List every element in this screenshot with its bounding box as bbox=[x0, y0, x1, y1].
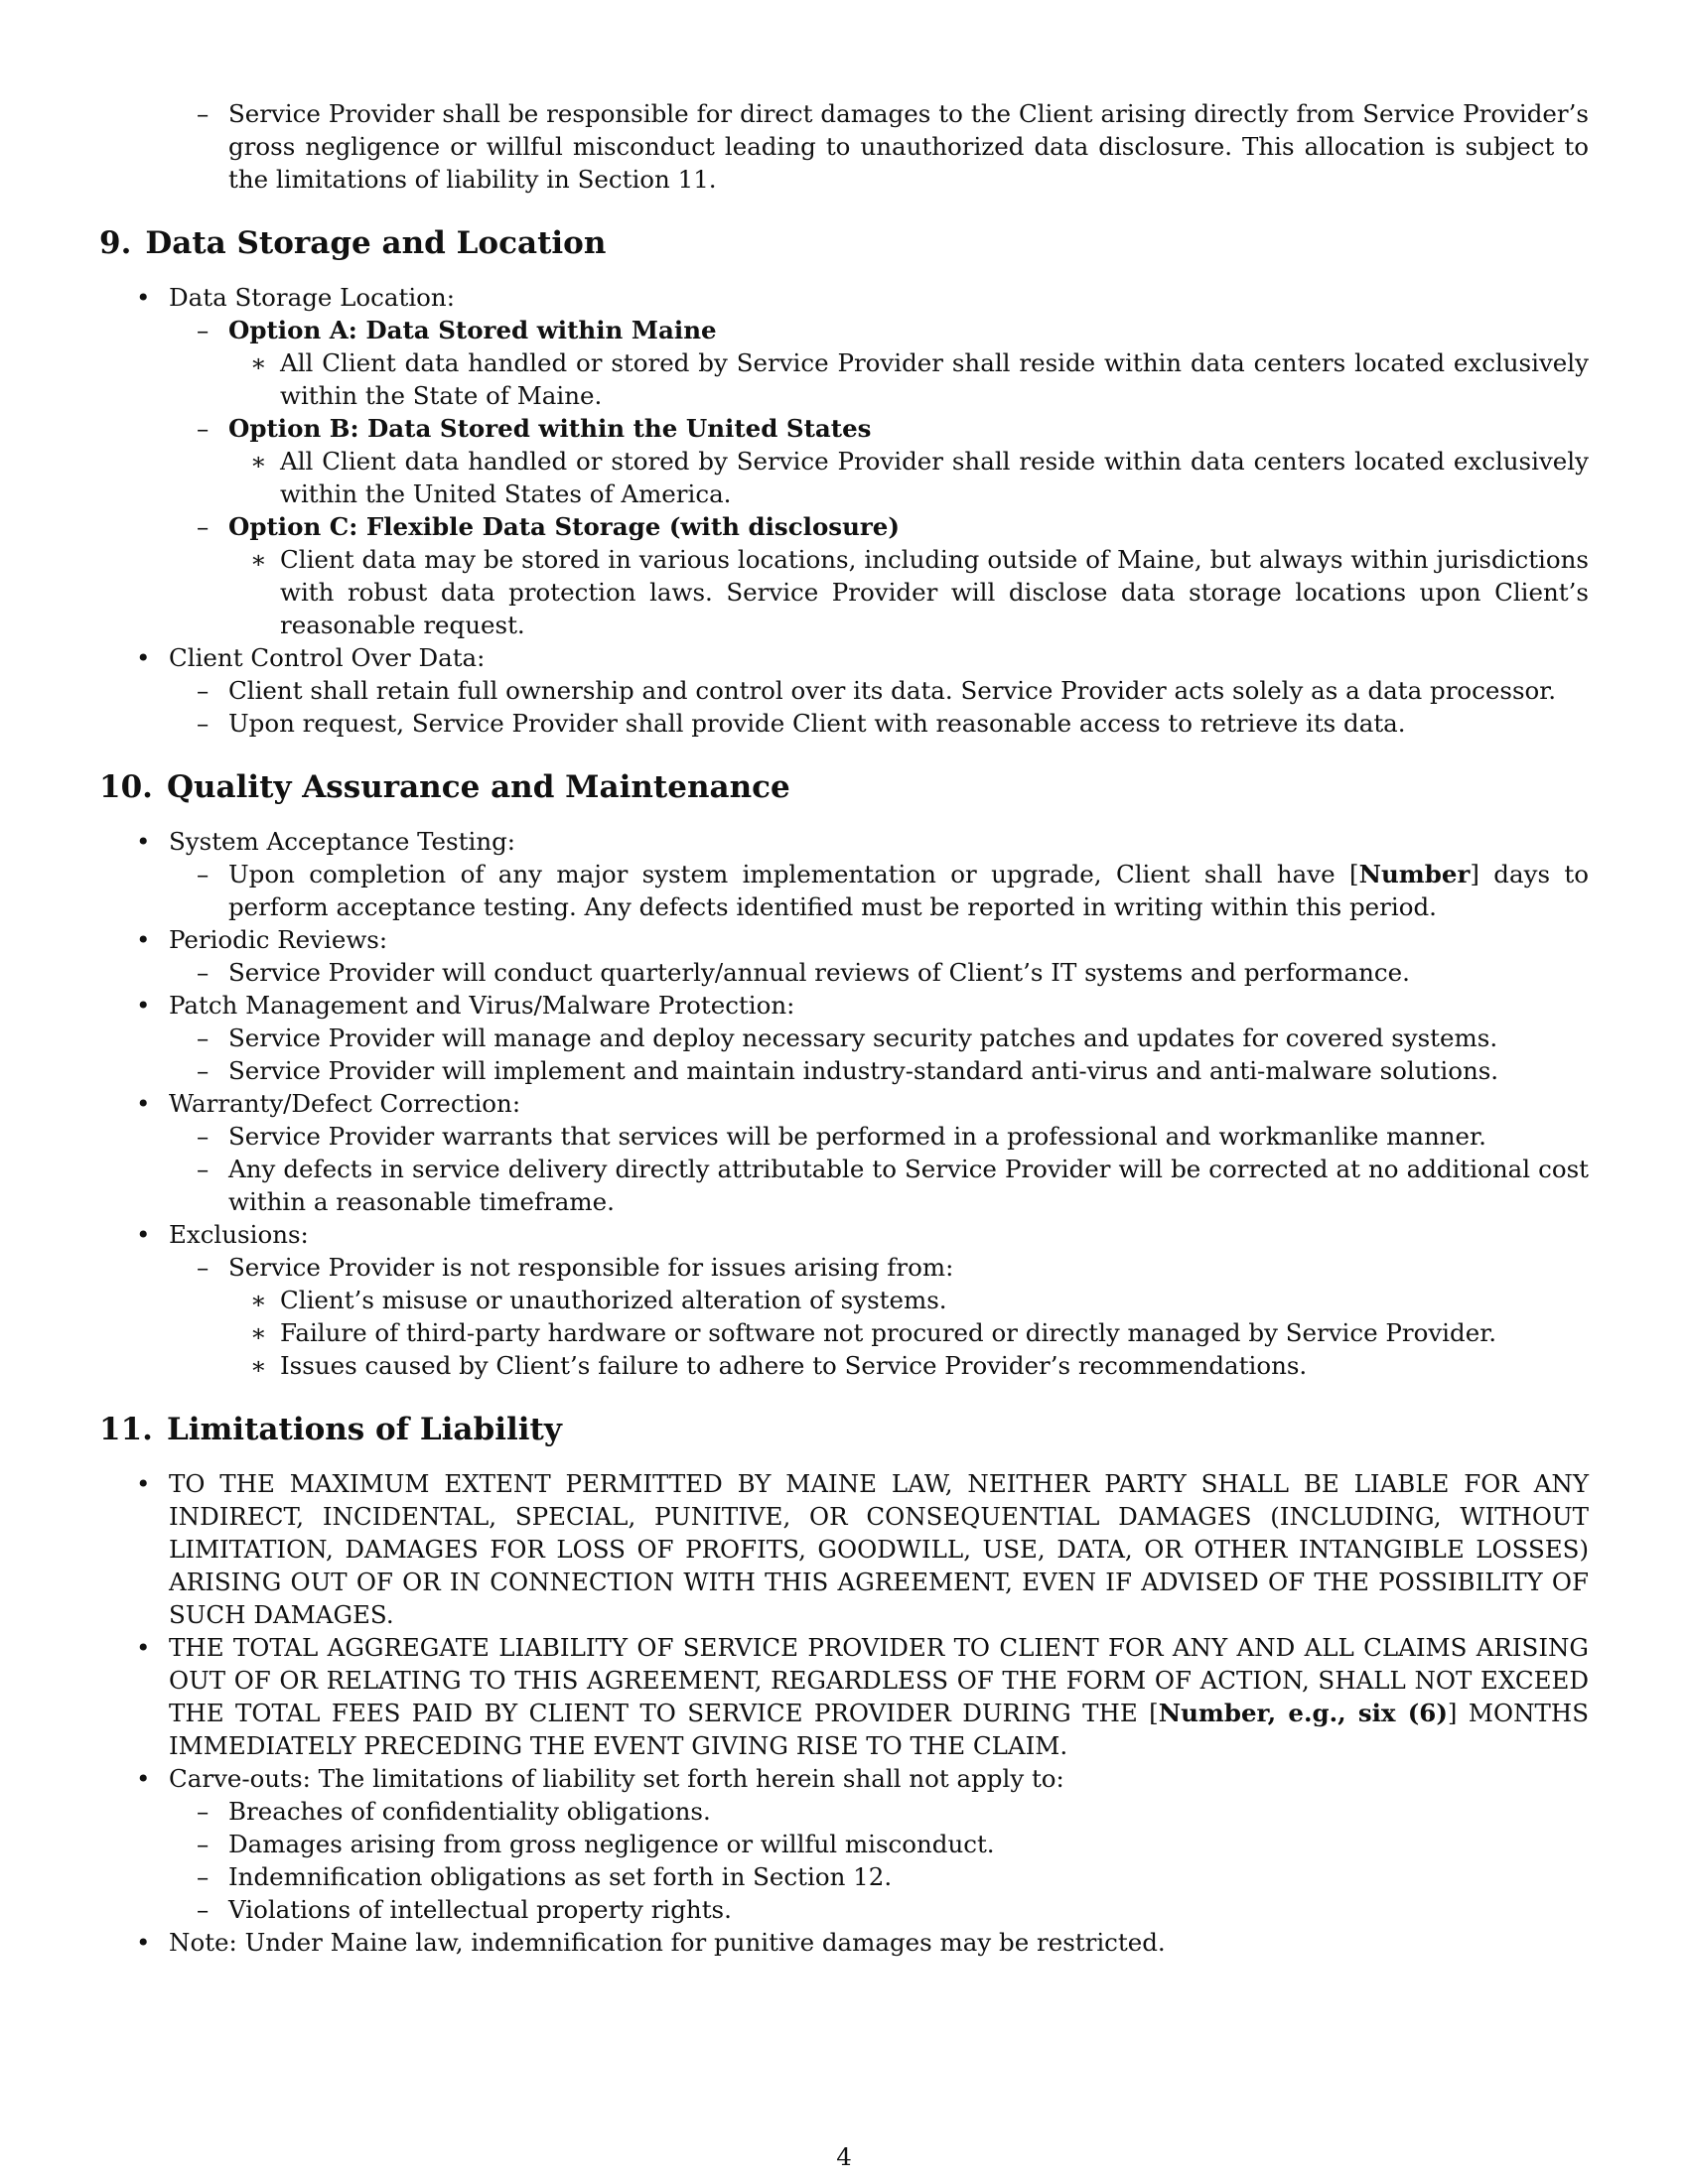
list-item bbox=[99, 1631, 1589, 1762]
reviews-item-1: Service Provider will conduct quarterly/annual reviews of Client’s IT systems and performance. bbox=[228, 958, 1410, 987]
list-item bbox=[99, 543, 1589, 641]
list-item bbox=[99, 1860, 1589, 1893]
list-item bbox=[99, 956, 1589, 989]
section-title: Quality Assurance and Maintenance bbox=[166, 769, 790, 805]
para2-post: ] MONTHS IMMEDIATELY PRECEDING THE EVENT GIVING RISE TO THE CLAIM. bbox=[169, 1699, 1589, 1760]
star-marker: ∗ bbox=[250, 348, 267, 377]
bullet-marker: • bbox=[136, 925, 151, 954]
patch-label: Patch Management and Virus/Malware Protection: bbox=[169, 991, 795, 1020]
list-item bbox=[99, 97, 1589, 196]
dash-marker: – bbox=[197, 1155, 210, 1183]
control-item-2: Upon request, Service Provider shall provide Client with reasonable access to retrieve its data. bbox=[228, 709, 1406, 738]
dash-marker: – bbox=[197, 1024, 210, 1052]
bullet-marker: • bbox=[136, 1220, 151, 1249]
list-item bbox=[99, 989, 1589, 1022]
option-b-text: All Client data handled or stored by Service Provider shall reside within data centers located exclusively within the United States of America. bbox=[280, 447, 1589, 508]
carveout-item-3: Indemnification obligations as set forth in Section 12. bbox=[228, 1862, 893, 1891]
carveout-item-4: Violations of intellectual property rights. bbox=[228, 1895, 732, 1924]
dash-marker: – bbox=[197, 1895, 210, 1924]
star-marker: ∗ bbox=[250, 1351, 267, 1380]
exclusions-label: Exclusions: bbox=[169, 1220, 309, 1249]
dash-marker: – bbox=[197, 958, 210, 987]
section-number: 10. bbox=[99, 769, 153, 805]
dash-marker: – bbox=[197, 512, 210, 541]
list-item bbox=[99, 641, 1589, 674]
liability-note: Note: Under Maine law, indemnification for punitive damages may be restricted. bbox=[169, 1928, 1166, 1957]
list-item bbox=[99, 1120, 1589, 1153]
star-marker: ∗ bbox=[250, 1286, 267, 1314]
dash-marker: – bbox=[197, 676, 210, 705]
list-item bbox=[99, 1022, 1589, 1054]
list-item bbox=[99, 1828, 1589, 1860]
list-item bbox=[99, 1795, 1589, 1828]
option-b-title: Option B: Data Stored within the United States bbox=[228, 414, 872, 443]
section-heading-9 bbox=[99, 223, 1589, 263]
list-item bbox=[99, 1316, 1589, 1349]
bullet-marker: • bbox=[136, 1764, 151, 1793]
testing-post: ] days to perform acceptance testing. Any defects identified must be reported in writing within this period. bbox=[228, 860, 1589, 921]
dash-marker: – bbox=[197, 860, 210, 888]
intro-item-text: Service Provider shall be responsible for direct damages to the Client arising directly from Service Provider’s gross negligence or willful misconduct leading to unauthorized data disclosure. This allocation is subject to the limitations of liability in Section 11. bbox=[228, 99, 1589, 194]
carveout-item-1: Breaches of confidentiality obligations. bbox=[228, 1797, 711, 1826]
page-content bbox=[99, 97, 1589, 1959]
list-item bbox=[99, 1349, 1589, 1382]
dash-marker: – bbox=[197, 1253, 210, 1282]
testing-label: System Acceptance Testing: bbox=[169, 827, 516, 856]
carveout-item-2: Damages arising from gross negligence or willful misconduct. bbox=[228, 1830, 995, 1858]
bullet-marker: • bbox=[136, 283, 151, 312]
liability-paragraph-2 bbox=[169, 1631, 1589, 1762]
section-number: 11. bbox=[99, 1412, 153, 1447]
list-item bbox=[99, 858, 1589, 923]
option-c-title: Option C: Flexible Data Storage (with disclosure) bbox=[228, 512, 900, 541]
warranty-label: Warranty/Defect Correction: bbox=[169, 1089, 521, 1118]
list-item bbox=[99, 1284, 1589, 1316]
bullet-marker: • bbox=[136, 991, 151, 1020]
dash-marker: – bbox=[197, 414, 210, 443]
exclusions-sub-c: Issues caused by Client’s failure to adhere to Service Provider’s recommendations. bbox=[280, 1351, 1308, 1380]
star-marker: ∗ bbox=[250, 545, 267, 574]
option-a-text: All Client data handled or stored by Service Provider shall reside within data centers located exclusively within the State of Maine. bbox=[280, 348, 1589, 410]
bullet-marker: • bbox=[136, 1633, 151, 1662]
page-number: 4 bbox=[836, 2142, 852, 2171]
bullet-marker: • bbox=[136, 827, 151, 856]
liability-paragraph-1: TO THE MAXIMUM EXTENT PERMITTED BY MAINE LAW, NEITHER PARTY SHALL BE LIABLE FOR ANY INDIRECT, INCIDENTAL, SPECIAL, PUNITIVE, OR CONSEQUENTIAL DAMAGES (INCLUDING, WITHOUT LIMITATION, DAMAGES FOR LOSS OF PROFITS, GOODWILL, USE, DATA, OR OTHER INTANGIBLE LOSSES) ARISING OUT OF OR IN CONNECTION WITH THIS AGREEMENT, EVEN IF ADVISED OF THE POSSIBILITY OF SUCH DAMAGES. bbox=[169, 1469, 1589, 1629]
testing-placeholder: Number bbox=[1358, 860, 1471, 888]
list-item bbox=[99, 281, 1589, 314]
warranty-item-1: Service Provider warrants that services will be performed in a professional and workmanlike manner. bbox=[228, 1122, 1486, 1151]
dash-marker: – bbox=[197, 316, 210, 344]
patch-item-2: Service Provider will implement and maintain industry-standard anti-virus and anti-malware solutions. bbox=[228, 1056, 1499, 1085]
dash-marker: – bbox=[197, 709, 210, 738]
patch-item-1: Service Provider will manage and deploy necessary security patches and updates for covered systems. bbox=[228, 1024, 1498, 1052]
list-item bbox=[99, 346, 1589, 412]
carveouts-label: Carve-outs: The limitations of liability set forth herein shall not apply to: bbox=[169, 1764, 1064, 1793]
reviews-label: Periodic Reviews: bbox=[169, 925, 388, 954]
testing-item bbox=[228, 858, 1589, 923]
bullet-marker: • bbox=[136, 1089, 151, 1118]
list-item bbox=[99, 445, 1589, 510]
section-heading-10 bbox=[99, 767, 1589, 807]
dash-marker: – bbox=[197, 1056, 210, 1085]
list-item bbox=[99, 510, 1589, 543]
dash-marker: – bbox=[197, 99, 210, 128]
testing-pre: Upon completion of any major system implementation or upgrade, Client shall have [ bbox=[228, 860, 1359, 888]
list-item bbox=[99, 1153, 1589, 1218]
bullet-marker: • bbox=[136, 643, 151, 672]
list-item bbox=[99, 1087, 1589, 1120]
star-marker: ∗ bbox=[250, 447, 267, 476]
section-heading-11 bbox=[99, 1410, 1589, 1449]
dash-marker: – bbox=[197, 1797, 210, 1826]
bullet-marker: • bbox=[136, 1469, 151, 1498]
warranty-item-2: Any defects in service delivery directly attributable to Service Provider will be corrected at no additional cost within a reasonable timeframe. bbox=[228, 1155, 1589, 1216]
list-item bbox=[99, 674, 1589, 707]
dash-marker: – bbox=[197, 1122, 210, 1151]
option-c-text: Client data may be stored in various locations, including outside of Maine, but always within jurisdictions with robust data protection laws. Service Provider will disclose data storage locations upon Client’s reasonable request. bbox=[280, 545, 1589, 639]
list-item bbox=[99, 1467, 1589, 1631]
section-title: Limitations of Liability bbox=[166, 1412, 562, 1447]
exclusions-sub-b: Failure of third-party hardware or software not procured or directly managed by Service Provider. bbox=[280, 1318, 1497, 1347]
list-item bbox=[99, 1926, 1589, 1959]
storage-label: Data Storage Location: bbox=[169, 283, 455, 312]
dash-marker: – bbox=[197, 1830, 210, 1858]
option-a-title: Option A: Data Stored within Maine bbox=[228, 316, 717, 344]
list-item bbox=[99, 1762, 1589, 1795]
list-item bbox=[99, 1251, 1589, 1284]
bullet-marker: • bbox=[136, 1928, 151, 1957]
section-title: Data Storage and Location bbox=[145, 225, 607, 261]
list-item bbox=[99, 707, 1589, 740]
list-item bbox=[99, 412, 1589, 445]
list-item bbox=[99, 1893, 1589, 1926]
section-number: 9. bbox=[99, 225, 132, 261]
exclusions-sub-a: Client’s misuse or unauthorized alteration of systems. bbox=[280, 1286, 947, 1314]
list-item bbox=[99, 923, 1589, 956]
list-item bbox=[99, 825, 1589, 858]
list-item bbox=[99, 1054, 1589, 1087]
list-item bbox=[99, 1218, 1589, 1251]
control-item-1: Client shall retain full ownership and control over its data. Service Provider acts solely as a data processor. bbox=[228, 676, 1557, 705]
para2-pre: THE TOTAL AGGREGATE LIABILITY OF SERVICE PROVIDER TO CLIENT FOR ANY AND ALL CLAIMS ARISING OUT OF OR RELATING TO THIS AGREEMENT, REGARDLESS OF THE FORM OF ACTION, SHALL NOT EXCEED THE TOTAL FEES PAID BY CLIENT TO SERVICE PROVIDER DURING THE [ bbox=[169, 1633, 1589, 1727]
exclusions-item-1: Service Provider is not responsible for issues arising from: bbox=[228, 1253, 954, 1282]
list-item bbox=[99, 314, 1589, 346]
para2-placeholder: Number, e.g., six (6) bbox=[1158, 1699, 1448, 1727]
control-label: Client Control Over Data: bbox=[169, 643, 486, 672]
star-marker: ∗ bbox=[250, 1318, 267, 1347]
dash-marker: – bbox=[197, 1862, 210, 1891]
